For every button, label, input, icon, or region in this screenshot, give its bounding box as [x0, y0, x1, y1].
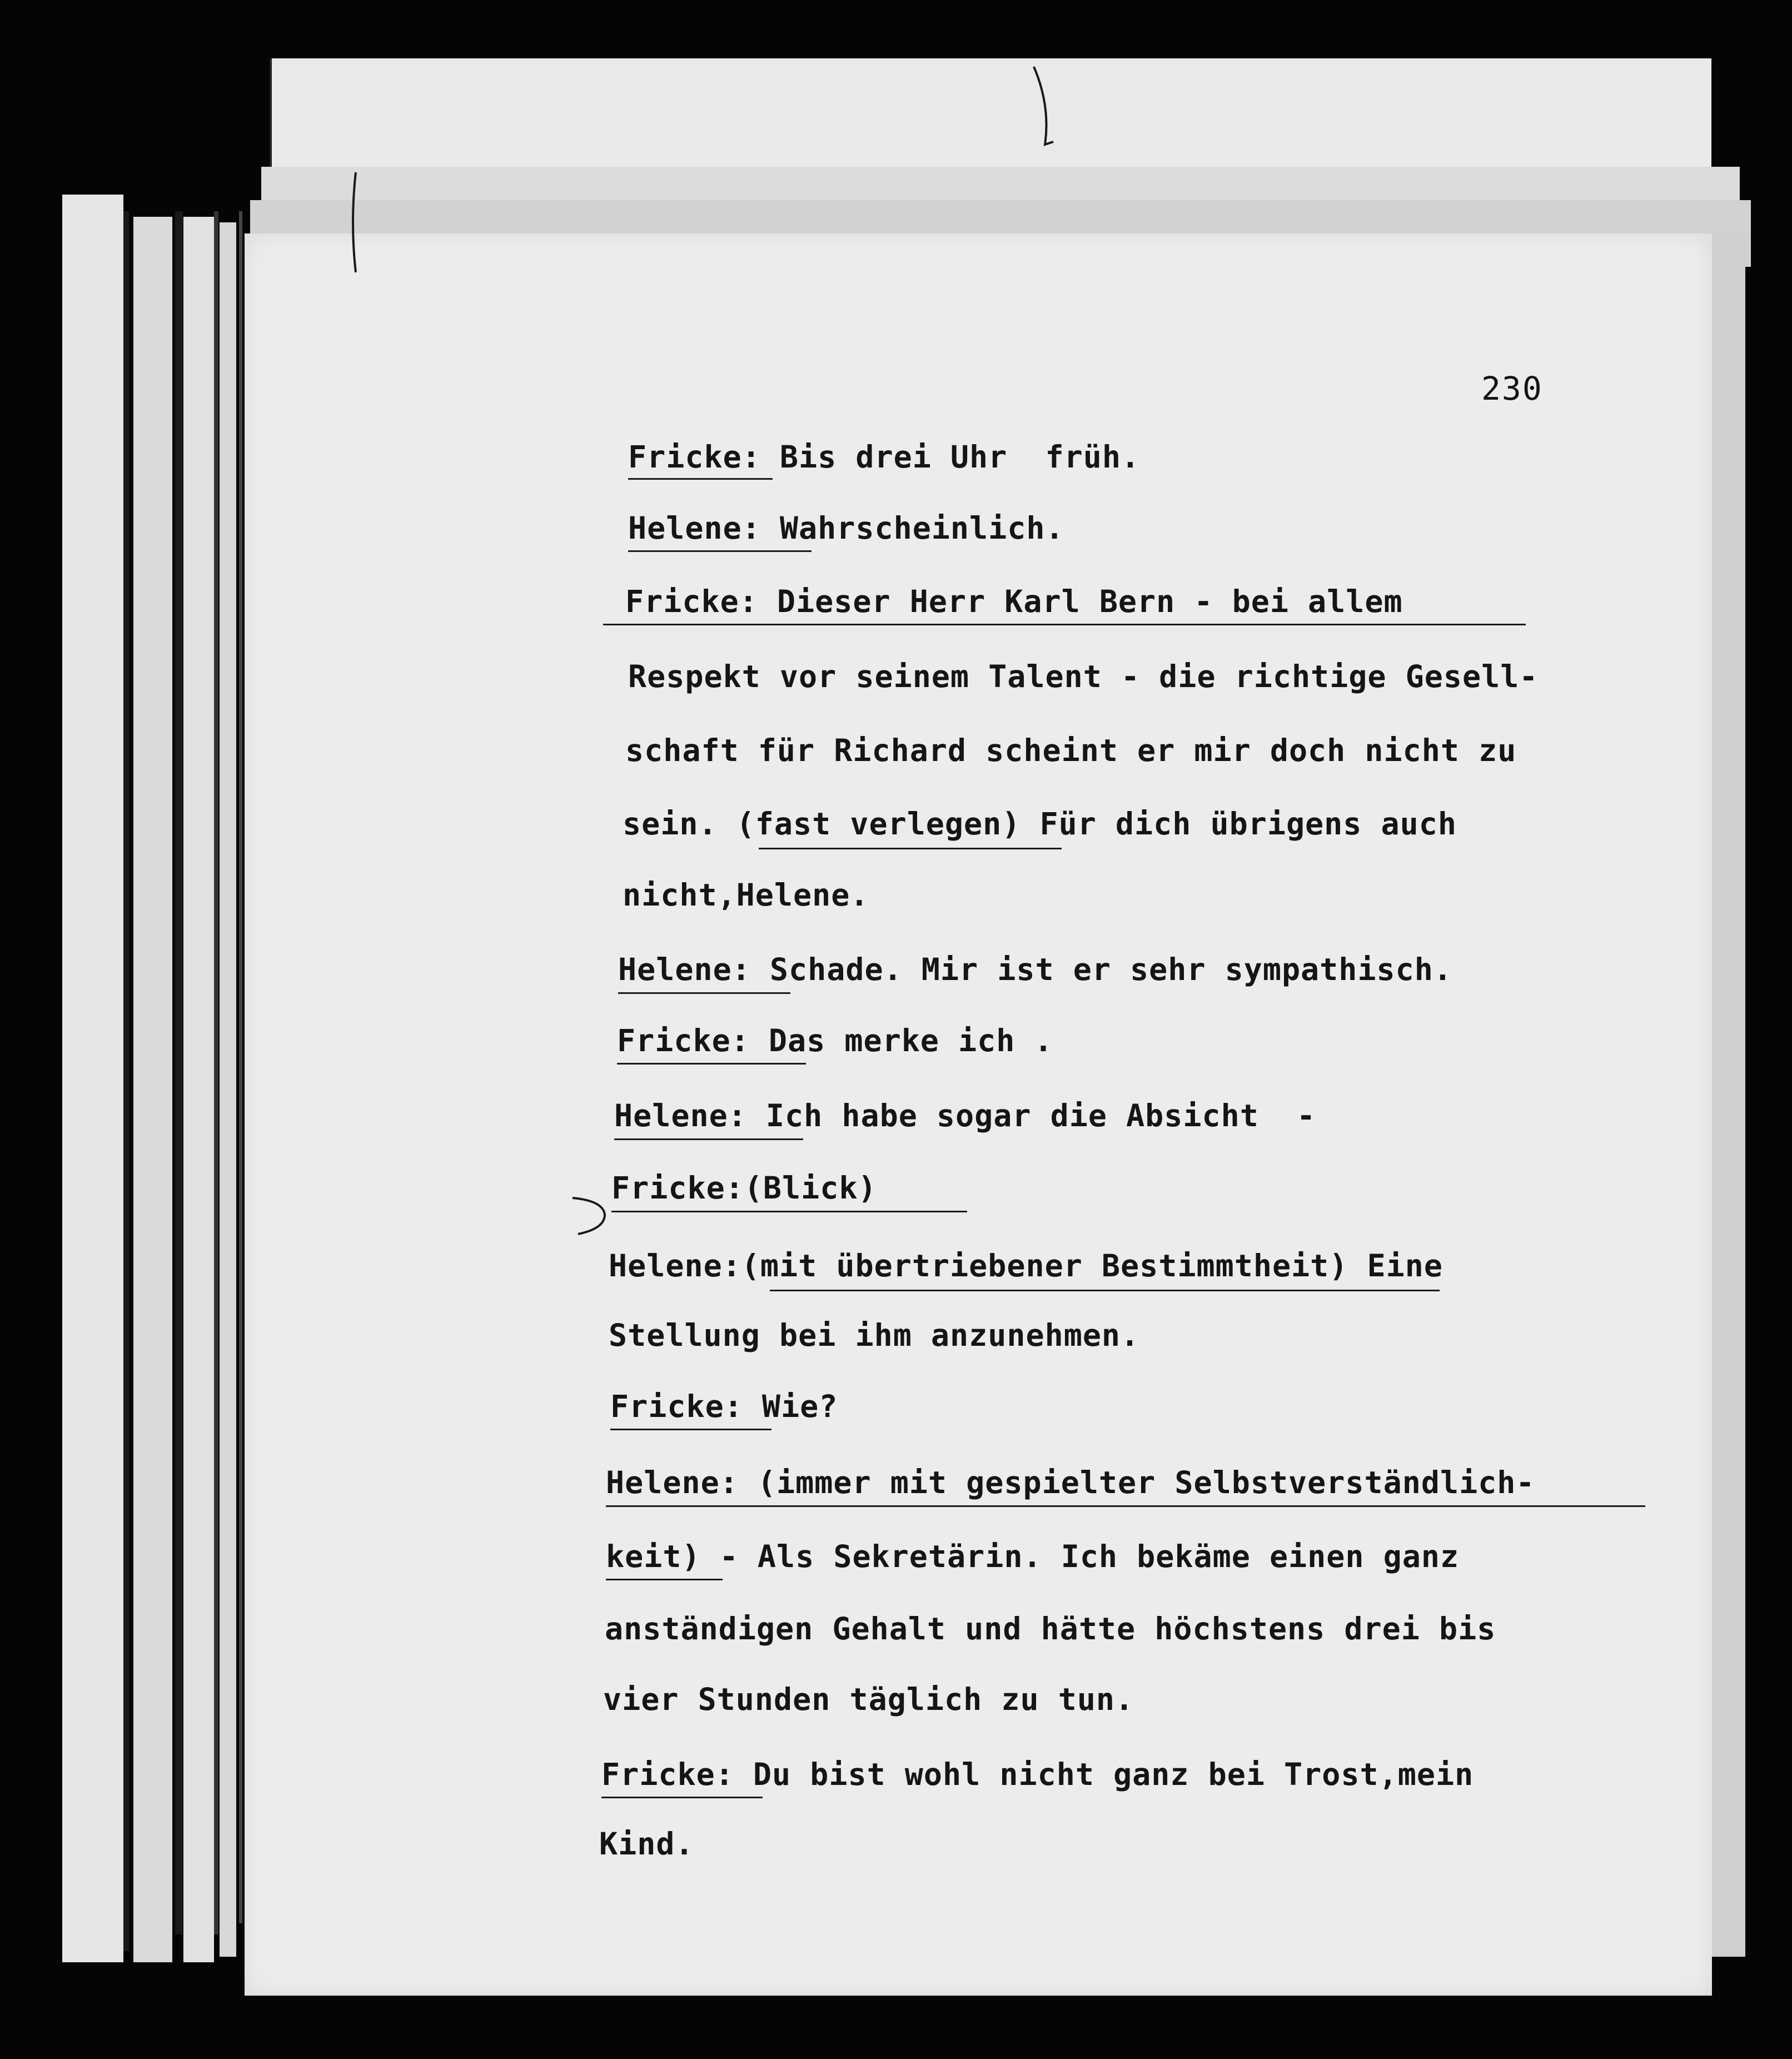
text-line: vier Stunden täglich zu tun. [603, 1682, 1134, 1717]
speaker-underline [601, 1797, 763, 1798]
stack-shadow-line [123, 211, 129, 1951]
page-number: 230 [1481, 370, 1543, 407]
text-line: Helene: Schade. Mir ist er sehr sympathisch. [618, 952, 1452, 987]
text-line: Helene: (immer mit gespielter Selbstverständlich- [606, 1465, 1535, 1500]
text-line: Fricke: Du bist wohl nicht ganz bei Trost,mein [601, 1757, 1474, 1792]
speaker-underline [628, 550, 812, 552]
stage-direction-underline [606, 1505, 1645, 1507]
speaker-underline [610, 1429, 771, 1430]
text-line: Fricke: Wie? [610, 1389, 838, 1424]
text-line: sein. (fast verlegen) Für dich übrigens auch [623, 806, 1457, 842]
stack-shadow-line [175, 211, 183, 1934]
text-line: Respekt vor seinem Talent - die richtige Gesell- [628, 659, 1539, 694]
text-line: Fricke:(Blick) [611, 1170, 877, 1206]
speaker-underline [618, 992, 790, 994]
text-line: schaft für Richard scheint er mir doch nicht zu [625, 733, 1517, 768]
stack-edge-outer [62, 195, 123, 1962]
pencil-stroke-mark [1028, 61, 1062, 150]
speaker-underline [614, 1138, 803, 1140]
speaker-underline [611, 1211, 967, 1212]
stack-edge-third [183, 217, 214, 1962]
text-line: keit) - Als Sekretärin. Ich bekäme einen ganz [606, 1539, 1460, 1574]
stage-direction-underline [606, 1579, 723, 1580]
stack-edge-right [1712, 233, 1745, 1957]
text-line: Helene:(mit übertriebener Bestimmtheit) Eine [609, 1248, 1443, 1284]
pencil-bracket-mark [561, 1190, 623, 1240]
text-line: anständigen Gehalt und hätte höchstens drei bis [605, 1611, 1496, 1647]
text-line: nicht,Helene. [623, 877, 869, 913]
stage-direction-underline [770, 1290, 1440, 1291]
text-line: Fricke: Das merke ich . [617, 1023, 1053, 1058]
pencil-stroke-mark [345, 167, 367, 278]
speaker-underline [628, 478, 773, 480]
stack-shadow-line [214, 211, 218, 1934]
stack-shadow-line [239, 211, 242, 1923]
stack-edge-second [133, 217, 172, 1962]
text-line: Helene: Ich habe sogar die Absicht - [614, 1098, 1316, 1133]
speaker-underline [603, 624, 1526, 625]
speaker-underline [617, 1063, 806, 1065]
text-line: Stellung bei ihm anzunehmen. [609, 1317, 1140, 1353]
stage-direction-underline [759, 848, 1062, 849]
stack-edge-fourth [220, 222, 236, 1957]
text-line: Kind. [599, 1826, 694, 1862]
text-line: Fricke: Bis drei Uhr früh. [628, 439, 1141, 475]
text-line: Helene: Wahrscheinlich. [628, 510, 1064, 546]
text-line: Fricke: Dieser Herr Karl Bern - bei allem [625, 584, 1403, 619]
